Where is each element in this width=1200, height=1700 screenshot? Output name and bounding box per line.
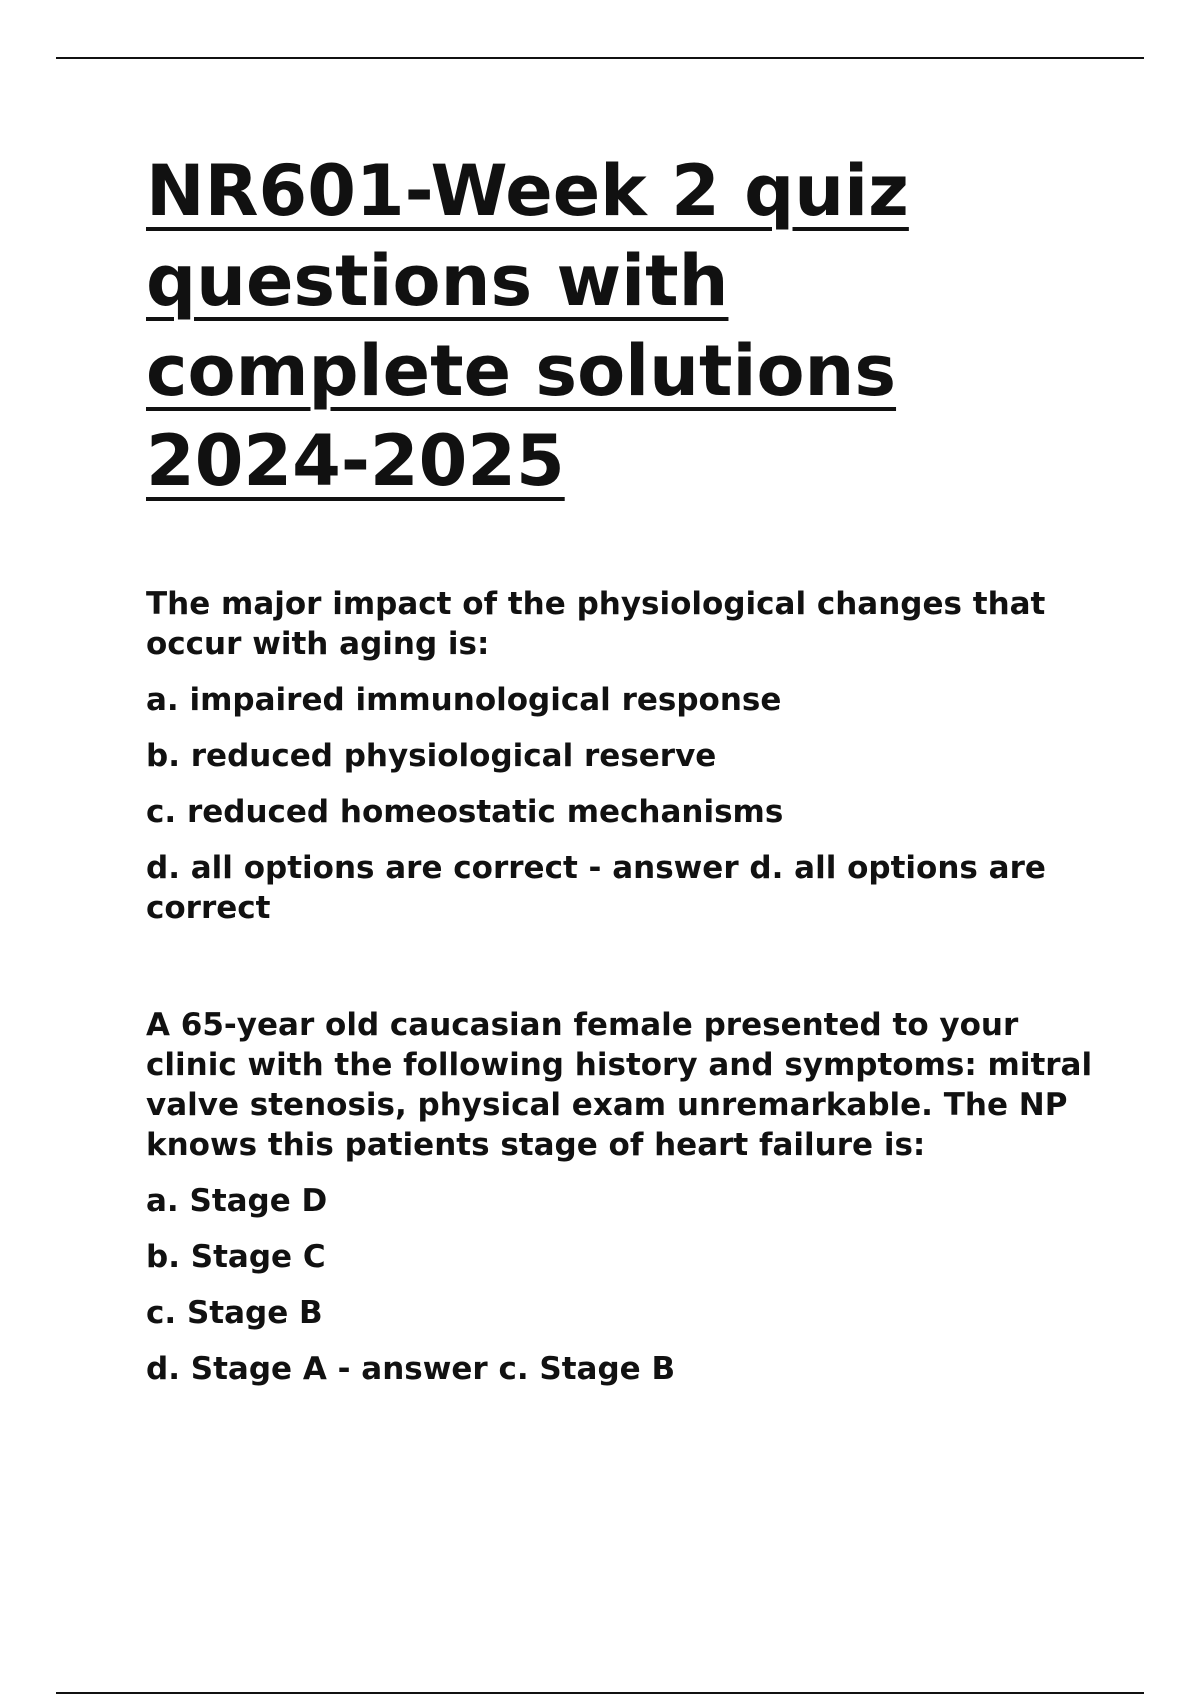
document-title (146, 146, 1046, 506)
answer-option: c. Stage B (146, 1295, 323, 1331)
question-stem: The major impact of the physiological changes that occur with aging is: (146, 586, 1046, 662)
answer-option: a. impaired immunological response (146, 682, 782, 718)
answer-option: d. all options are correct - answer d. all options are correct (146, 850, 1046, 926)
answer-option: c. reduced homeostatic mechanisms (146, 794, 784, 830)
title-line: 2024-2025 (146, 420, 565, 502)
title-line: NR601-Week 2 quiz (146, 150, 909, 232)
title-line: complete solutions (146, 330, 897, 412)
answer-option: d. Stage A - answer c. Stage B (146, 1351, 676, 1387)
question-2 (146, 1005, 1106, 1405)
answer-option: a. Stage D (146, 1183, 328, 1219)
answer-option: b. Stage C (146, 1239, 326, 1275)
title-line: questions with (146, 240, 729, 322)
top-rule (56, 57, 1144, 59)
answer-option: b. reduced physiological reserve (146, 738, 717, 774)
bottom-rule (56, 1692, 1144, 1694)
question-1 (146, 584, 1106, 944)
question-stem: A 65-year old caucasian female presented to your clinic with the following history and symptoms: mitral valve stenosis, physical exam unremarkable. The NP knows this patients stage of heart failure is: (146, 1007, 1093, 1163)
